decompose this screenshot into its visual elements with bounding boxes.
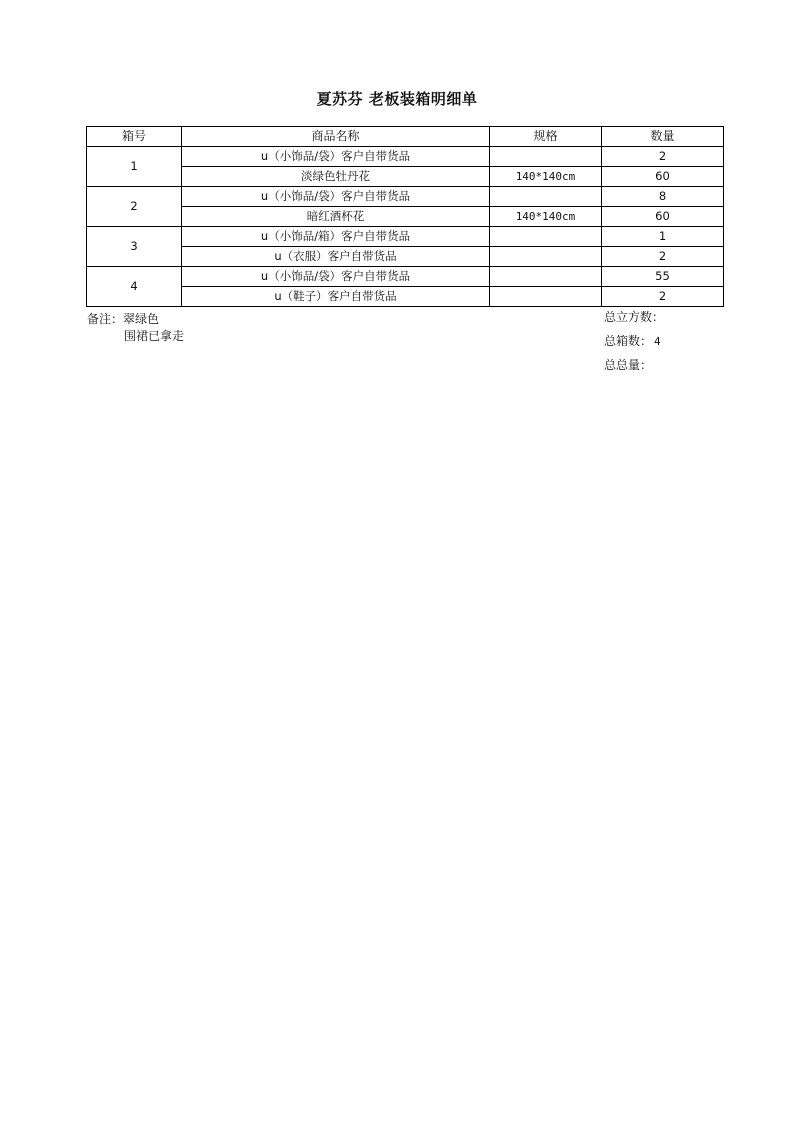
total-volume-row	[604, 309, 666, 333]
table-row	[87, 187, 724, 207]
total-weight-row	[604, 357, 666, 381]
header-spec: 规格	[490, 127, 602, 147]
quantity-cell: 2	[602, 147, 724, 167]
table-row	[87, 167, 724, 187]
notes-text-1: 翠绿色	[123, 312, 160, 326]
table-row	[87, 267, 724, 287]
spec-cell	[490, 247, 602, 267]
product-name-cell: u（鞋子）客户自带货品	[182, 287, 490, 307]
total-weight-label: 总总量：	[604, 358, 653, 372]
packing-table	[86, 126, 724, 307]
table-row	[87, 247, 724, 267]
table-row	[87, 147, 724, 167]
total-boxes-value: 4	[654, 335, 661, 348]
quantity-cell: 55	[602, 267, 724, 287]
table-header-row	[87, 127, 724, 147]
spec-cell: 140*140cm	[490, 167, 602, 187]
product-name-cell: 淡绿色牡丹花	[182, 167, 490, 187]
notes-section	[87, 311, 184, 345]
quantity-cell: 2	[602, 287, 724, 307]
spec-cell	[490, 287, 602, 307]
product-name-cell: u（衣服）客户自带货品	[182, 247, 490, 267]
box-number-cell: 1	[87, 147, 182, 187]
notes-line-1	[87, 311, 184, 328]
product-name-cell: u（小饰品/袋）客户自带货品	[182, 267, 490, 287]
document-title: 夏苏芬 老板装箱明细单	[316, 90, 478, 108]
product-name-cell: 暗红酒杯花	[182, 207, 490, 227]
quantity-cell: 1	[602, 227, 724, 247]
box-number-cell: 2	[87, 187, 182, 227]
quantity-cell: 60	[602, 167, 724, 187]
table-row	[87, 287, 724, 307]
spec-cell	[490, 267, 602, 287]
total-boxes-label: 总箱数：	[604, 334, 653, 348]
product-name-cell: u（小饰品/袋）客户自带货品	[182, 147, 490, 167]
notes-text-2: 围裙已拿走	[124, 329, 185, 343]
spec-cell	[490, 227, 602, 247]
total-volume-label: 总立方数：	[604, 310, 665, 324]
summary-section	[604, 309, 666, 381]
table-row	[87, 227, 724, 247]
table-row	[87, 207, 724, 227]
notes-label: 备注：	[87, 312, 124, 326]
header-box-no: 箱号	[87, 127, 182, 147]
box-number-cell: 3	[87, 227, 182, 267]
spec-cell	[490, 187, 602, 207]
box-number-cell: 4	[87, 267, 182, 307]
product-name-cell: u（小饰品/袋）客户自带货品	[182, 187, 490, 207]
spec-cell	[490, 147, 602, 167]
quantity-cell: 8	[602, 187, 724, 207]
total-boxes-row	[604, 333, 666, 357]
spec-cell: 140*140cm	[490, 207, 602, 227]
header-product-name: 商品名称	[182, 127, 490, 147]
header-quantity: 数量	[602, 127, 724, 147]
quantity-cell: 2	[602, 247, 724, 267]
product-name-cell: u（小饰品/箱）客户自带货品	[182, 227, 490, 247]
quantity-cell: 60	[602, 207, 724, 227]
